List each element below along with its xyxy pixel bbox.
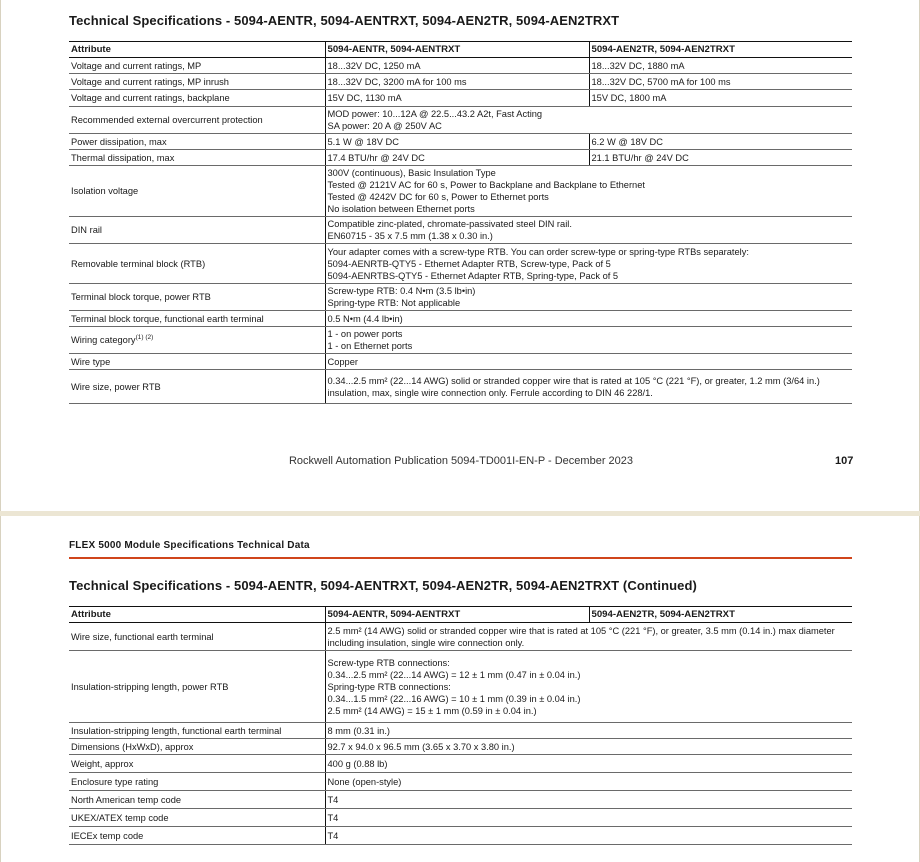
value-cell-spanning	[325, 809, 852, 827]
value-cell-aen2tr: 18...32V DC, 1880 mA	[589, 58, 852, 74]
value-cell-aen2tr: 21.1 BTU/hr @ 24V DC	[589, 150, 852, 166]
attribute-label: DIN rail	[71, 225, 102, 235]
value-line: T4	[327, 830, 339, 841]
value-line: T4	[327, 794, 339, 805]
value-line: Tested @ 4242V DC for 60 s, Power to Ethernet ports	[327, 192, 549, 202]
table-body	[69, 623, 852, 845]
value-line: 5094-AENRTBS-QTY5 - Ethernet Adapter RTB, Spring-type, Pack of 5	[327, 270, 619, 281]
table-row	[69, 623, 852, 651]
table-row	[69, 244, 852, 284]
value-cell-aentr: 15V DC, 1130 mA	[325, 90, 589, 107]
value-line: 8 mm (0.31 in.)	[327, 725, 391, 736]
table-row	[69, 74, 852, 90]
attribute-label: Terminal block torque, power RTB	[71, 292, 211, 302]
table-row	[69, 150, 852, 166]
table-header-row	[69, 42, 852, 58]
value-line: 92.7 x 94.0 x 96.5 mm (3.65 x 3.70 x 3.80 in.)	[327, 741, 515, 752]
attribute-cell	[69, 74, 325, 90]
value-line: Tested @ 2121V AC for 60 s, Power to Backplane and Backplane to Ethernet	[327, 180, 645, 190]
value-line: Screw-type RTB connections:	[327, 657, 450, 668]
value-line: 2.5 mm² (14 AWG) = 15 ± 1 mm (0.59 in ± 0.04 in.)	[327, 705, 537, 716]
value-cell-spanning	[325, 166, 852, 217]
attribute-cell	[69, 739, 325, 755]
table-row	[69, 723, 852, 739]
table-row	[69, 773, 852, 791]
attribute-label: Removable terminal block (RTB)	[71, 258, 206, 269]
attribute-label: Wire size, functional earth terminal	[71, 631, 214, 642]
table-body	[69, 58, 852, 404]
value-cell-aentr: 17.4 BTU/hr @ 24V DC	[325, 150, 589, 166]
value-line: None (open-style)	[327, 776, 402, 787]
table-row	[69, 217, 852, 244]
value-line: T4	[327, 812, 339, 823]
value-line: Screw-type RTB: 0.4 N•m (3.5 lb•in)	[327, 286, 476, 296]
running-header: FLEX 5000 Module Specifications Technical Data	[69, 540, 310, 551]
column-header-aentr: 5094-AENTR, 5094-AENTRXT	[325, 607, 589, 623]
value-cell-spanning	[325, 773, 852, 791]
table-row	[69, 354, 852, 370]
publication-footer: Rockwell Automation Publication 5094-TD001I-EN-P - December 2023	[288, 455, 634, 467]
value-cell-spanning	[325, 107, 852, 134]
attribute-label: Wiring category	[71, 335, 136, 345]
attribute-label: UKEX/ATEX temp code	[71, 812, 169, 823]
table-row	[69, 651, 852, 723]
value-cell-spanning	[325, 623, 852, 651]
value-cell-spanning	[325, 354, 852, 370]
value-line: No isolation between Ethernet ports	[327, 204, 475, 214]
value-cell-spanning	[325, 311, 852, 327]
table-title: Technical Specifications - 5094-AENTR, 5094-AENTRXT, 5094-AEN2TR, 5094-AEN2TRXT (Continued)	[69, 578, 697, 593]
value-cell-spanning	[325, 755, 852, 773]
value-cell-spanning	[325, 827, 852, 845]
attribute-label: Power dissipation, max	[71, 136, 167, 147]
value-cell-spanning	[325, 723, 852, 739]
value-line: 1 - on power ports	[327, 329, 403, 339]
value-line: 2.5 mm² (14 AWG) solid or stranded copper wire that is rated at 105 °C (221 °F), or greater, 3.5 mm (0.14 in.) max diameter including insulation, single wire connection only.	[327, 625, 835, 648]
table-row	[69, 90, 852, 107]
table-row	[69, 755, 852, 773]
value-line: 0.34...2.5 mm² (22...14 AWG) solid or stranded copper wire that is rated at 105 °C (221 °F), or greater, 1.2 mm (3/64 in.) insulation, max, single wire connection only. Ferrule according to DIN 46 228/1.	[327, 375, 820, 398]
attribute-label: Insulation-stripping length, power RTB	[71, 681, 229, 692]
attribute-label: Wire type	[71, 356, 111, 367]
column-header-aen2tr: 5094-AEN2TR, 5094-AEN2TRXT	[589, 42, 852, 58]
table-row	[69, 311, 852, 327]
spec-table	[69, 606, 852, 845]
table-row	[69, 107, 852, 134]
attribute-cell	[69, 107, 325, 134]
value-line: Spring-type RTB: Not applicable	[327, 298, 461, 308]
value-cell-spanning	[325, 244, 852, 284]
value-cell-spanning	[325, 217, 852, 244]
attribute-label: Recommended external overcurrent protection	[71, 115, 263, 125]
table-row	[69, 327, 852, 354]
attribute-cell	[69, 723, 325, 739]
attribute-cell	[69, 217, 325, 244]
attribute-cell	[69, 651, 325, 723]
attribute-label: Voltage and current ratings, MP	[71, 60, 202, 71]
value-cell-spanning	[325, 791, 852, 809]
attribute-label: Dimensions (HxWxD), approx	[71, 741, 194, 752]
value-line: Spring-type RTB connections:	[327, 681, 451, 692]
table-row	[69, 827, 852, 845]
table-row	[69, 809, 852, 827]
attribute-label: Isolation voltage	[71, 186, 139, 196]
value-cell-spanning	[325, 651, 852, 723]
value-line: Your adapter comes with a screw-type RTB. You can order screw-type or spring-type RTBs separately:	[327, 246, 749, 257]
value-line: EN60715 - 35 x 7.5 mm (1.38 x 0.30 in.)	[327, 231, 493, 241]
attribute-cell	[69, 166, 325, 217]
value-line: 300V (continuous), Basic Insulation Type	[327, 168, 496, 178]
attribute-label: Voltage and current ratings, backplane	[71, 93, 230, 103]
value-line: 0.5 N•m (4.4 lb•in)	[327, 313, 403, 324]
attribute-cell	[69, 755, 325, 773]
attribute-label: IECEx temp code	[71, 830, 144, 841]
attribute-cell	[69, 827, 325, 845]
attribute-cell	[69, 327, 325, 354]
table-row	[69, 370, 852, 404]
value-cell-spanning	[325, 739, 852, 755]
table-header-row	[69, 607, 852, 623]
spec-table	[69, 41, 852, 404]
value-line: Compatible zinc-plated, chromate-passivated steel DIN rail.	[327, 219, 572, 229]
attribute-cell	[69, 370, 325, 404]
attribute-cell	[69, 284, 325, 311]
attribute-cell	[69, 311, 325, 327]
value-line: SA power: 20 A @ 250V AC	[327, 121, 442, 131]
table-row	[69, 58, 852, 74]
value-cell-aen2tr: 15V DC, 1800 mA	[589, 90, 852, 107]
page-number: 107	[835, 455, 854, 467]
attribute-cell	[69, 623, 325, 651]
attribute-label: Weight, approx	[71, 758, 134, 769]
attribute-label: Terminal block torque, functional earth terminal	[71, 313, 264, 324]
table-row	[69, 739, 852, 755]
attribute-cell	[69, 773, 325, 791]
value-line: 0.34...2.5 mm² (22...14 AWG) = 12 ± 1 mm (0.47 in ± 0.04 in.)	[327, 669, 581, 680]
attribute-label: Insulation-stripping length, functional earth terminal	[71, 725, 282, 736]
value-cell-spanning	[325, 327, 852, 354]
table-row	[69, 166, 852, 217]
table-row	[69, 791, 852, 809]
attribute-cell	[69, 809, 325, 827]
attribute-cell	[69, 150, 325, 166]
value-cell-spanning	[325, 370, 852, 404]
table-row	[69, 134, 852, 150]
document-page-continued	[0, 516, 920, 862]
attribute-cell	[69, 791, 325, 809]
header-rule	[69, 557, 852, 559]
table-row	[69, 284, 852, 311]
column-header-attribute: Attribute	[69, 607, 325, 623]
value-cell-aen2tr: 6.2 W @ 18V DC	[589, 134, 852, 150]
value-line: 5094-AENRTB-QTY5 - Ethernet Adapter RTB, Screw-type, Pack of 5	[327, 258, 611, 269]
footnote-reference: (1) (2)	[135, 333, 154, 341]
value-line: 0.34...1.5 mm² (22...16 AWG) = 10 ± 1 mm (0.39 in ± 0.04 in.)	[327, 693, 581, 704]
value-line: 1 - on Ethernet ports	[327, 341, 413, 351]
attribute-cell	[69, 90, 325, 107]
value-cell-aen2tr: 18...32V DC, 5700 mA for 100 ms	[589, 74, 852, 90]
attribute-label: North American temp code	[71, 794, 182, 805]
attribute-cell	[69, 244, 325, 284]
column-header-aentr: 5094-AENTR, 5094-AENTRXT	[325, 42, 589, 58]
attribute-label: Enclosure type rating	[71, 776, 159, 787]
value-cell-aentr: 18...32V DC, 1250 mA	[325, 58, 589, 74]
column-header-attribute: Attribute	[69, 42, 325, 58]
value-line: 400 g (0.88 lb)	[327, 758, 388, 769]
table-title: Technical Specifications - 5094-AENTR, 5094-AENTRXT, 5094-AEN2TR, 5094-AEN2TRXT	[69, 13, 620, 28]
attribute-cell	[69, 58, 325, 74]
value-cell-aentr: 5.1 W @ 18V DC	[325, 134, 589, 150]
attribute-label: Voltage and current ratings, MP inrush	[71, 76, 229, 87]
column-header-aen2tr: 5094-AEN2TR, 5094-AEN2TRXT	[589, 607, 852, 623]
value-cell-aentr: 18...32V DC, 3200 mA for 100 ms	[325, 74, 589, 90]
attribute-label: Thermal dissipation, max	[71, 152, 175, 163]
value-line: Copper	[327, 356, 358, 367]
attribute-cell	[69, 134, 325, 150]
attribute-cell	[69, 354, 325, 370]
attribute-label: Wire size, power RTB	[71, 381, 161, 392]
value-cell-spanning	[325, 284, 852, 311]
value-line: MOD power: 10...12A @ 22.5...43.2 A2t, Fast Acting	[327, 109, 543, 119]
